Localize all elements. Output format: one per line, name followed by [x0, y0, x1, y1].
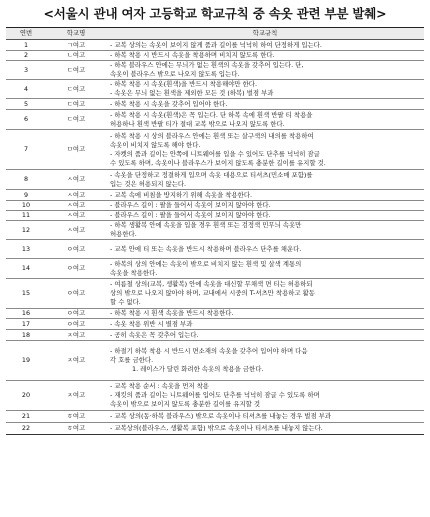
- rule-line: 각 호를 금한다.: [110, 356, 154, 364]
- header-school: 학교명: [46, 28, 106, 40]
- school-name: ㅅ여고: [46, 190, 106, 201]
- school-rule-text: [106, 319, 424, 330]
- school-rule-text: [106, 330, 424, 341]
- rule-line: - 공히 속옷은 꼭 갖추어 입는다.: [110, 330, 199, 339]
- rule-line: - 자켓의 품과 길이는 안쪽에 니트웨어를 입을 수 있어도 단추를 넉넉히 잠글: [110, 149, 320, 158]
- table-row: [6, 201, 424, 211]
- table-row: [6, 341, 424, 381]
- rule-line: 상의 밖으로 나오지 않아야 하며, 교내에서 시중의 T-셔츠만 착용하고 활동: [110, 289, 315, 297]
- school-name: ㅅ여고: [46, 201, 106, 211]
- school-rule-text: [106, 423, 424, 435]
- rule-line: 수 있도록 하며, 속옷이나 블라우스가 보이지 않도록 충분한 길이를 유지할 것.: [110, 158, 326, 167]
- school-rule-text: [106, 309, 424, 319]
- header-num: 연번: [6, 28, 46, 40]
- school-name: ㄴ여고: [46, 51, 106, 61]
- table-row: [6, 319, 424, 330]
- row-number: 11: [6, 211, 46, 221]
- rule-line: 속옷을 착용한다.: [110, 268, 158, 277]
- rule-line: - 하복 착용 시 속옷(흰색)을 반드시 착용해야만 한다.: [110, 80, 258, 88]
- school-name: ㄱ여고: [46, 40, 106, 51]
- row-number: 3: [6, 61, 46, 80]
- table-row: [6, 190, 424, 201]
- rule-line: - 하복 블라우스 안에는 무늬가 없는 흰색의 속옷을 갖추어 입는다. 단,: [110, 61, 304, 69]
- document-title: <서울시 관내 여자 고등학교 학교규칙 중 속옷 관련 부분 발췌>: [43, 6, 387, 21]
- school-name: ㅈ여고: [46, 381, 106, 411]
- school-name: ㅎ여고: [46, 411, 106, 423]
- school-name: ㅅ여고: [46, 211, 106, 221]
- row-number: 17: [6, 319, 46, 330]
- school-name: ㅇ여고: [46, 259, 106, 279]
- row-number: 15: [6, 279, 46, 309]
- rule-line: - 속옷은 무늬 없는 흰색을 제외한 모든 것 (하복) 벌점 부과: [110, 89, 274, 97]
- school-name: ㅇ여고: [46, 309, 106, 319]
- rule-line: - 교복상의(블라우스, 생활복 포함) 밖으로 속옷이나 티셔츠를 내놓지 않는다.: [110, 424, 323, 432]
- school-rule-text: [106, 99, 424, 110]
- school-name: ㅇ여고: [46, 319, 106, 330]
- school-name: ㅁ여고: [46, 130, 106, 170]
- school-name: ㅇ여고: [46, 240, 106, 259]
- rule-line: - 하복 생활복 안에 속옷을 입을 경우 흰색 또는 검정색 민무늬 속옷만: [110, 221, 302, 229]
- table-row: [6, 221, 424, 240]
- rule-line: 허용하나 흰색 반팔 티가 절대 교복 밖으로 나오지 않도록 한다.: [110, 119, 285, 128]
- row-number: 4: [6, 80, 46, 99]
- table-row: [6, 99, 424, 110]
- table-row: [6, 80, 424, 99]
- school-rule-text: [106, 201, 424, 211]
- row-number: 12: [6, 221, 46, 240]
- school-name: ㄷ여고: [46, 110, 106, 130]
- school-rule-text: [106, 130, 424, 170]
- row-number: 6: [6, 110, 46, 130]
- rule-line: - 하복 착용 시 속옷을 갖추어 입어야 한다.: [110, 99, 228, 108]
- rule-line: - 하복 착용 시 속옷(흰색)은 꼭 입는다. 단 하복 속에 흰색 반팔 티 착용을: [110, 110, 313, 119]
- school-rule-text: [106, 51, 424, 61]
- rule-line: - 하복의 상의 안에는 속옷이 밖으로 비치지 않는 흰색 및 살색 계통의: [110, 259, 302, 268]
- row-number: 13: [6, 240, 46, 259]
- row-number: 10: [6, 201, 46, 211]
- rule-line: - 교복 상의(동·하복 블라우스) 밖으로 속옷이나 티셔츠를 내놓는 경우 벌점 부과: [110, 412, 332, 420]
- table-row: [6, 423, 424, 435]
- school-name: ㄷ여고: [46, 80, 106, 99]
- rule-line: 속옷이 밖으로 보이지 않도록 충분한 길이를 유지할 것: [110, 400, 261, 408]
- school-name: ㅅ여고: [46, 170, 106, 190]
- row-number: 8: [6, 170, 46, 190]
- rule-line: - 블라우스 길이 : 팔을 들어서 속옷이 보이지 않아야 한다.: [110, 211, 271, 219]
- rule-line: - 교복 속에 비침을 방지하기 위해 속옷을 착용한다.: [110, 190, 253, 199]
- table-row: [6, 51, 424, 61]
- row-number: 19: [6, 341, 46, 381]
- school-rule-text: [106, 110, 424, 130]
- row-number: 1: [6, 40, 46, 51]
- row-number: 2: [6, 51, 46, 61]
- school-name: ㅈ여고: [46, 330, 106, 341]
- school-name: ㅈ여고: [46, 341, 106, 381]
- school-name: ㅅ여고: [46, 221, 106, 240]
- rule-line: 속옷이 비치지 않도록 해야 한다.: [110, 140, 201, 149]
- school-name: ㅎ여고: [46, 423, 106, 435]
- school-name: ㅇ여고: [46, 279, 106, 309]
- row-number: 21: [6, 411, 46, 423]
- rule-line: - 교복 상의는 속옷이 보이지 않게 품과 길이를 넉넉히 하여 단정하게 입는다.: [110, 40, 322, 49]
- row-number: 9: [6, 190, 46, 201]
- header-rules: 학교규칙: [106, 28, 424, 40]
- rule-line: 입는 것은 허용되지 않는다.: [110, 179, 187, 188]
- rule-line: - 하복 착용 시 흰색 속옷을 반드시 착용한다.: [110, 309, 234, 317]
- school-rule-text: [106, 411, 424, 423]
- rule-line: 속옷이 블라우스 밖으로 나오지 않도록 입는다.: [110, 70, 240, 78]
- rule-line: - 블라우스 길이 : 팔을 들어서 속옷이 보이지 않아야 한다.: [110, 201, 271, 209]
- school-rule-text: [106, 341, 424, 381]
- table-row: [6, 240, 424, 259]
- school-rule-text: [106, 61, 424, 80]
- row-number: 22: [6, 423, 46, 435]
- row-number: 5: [6, 99, 46, 110]
- table-row: [6, 170, 424, 190]
- rule-line: 허용한다.: [110, 230, 137, 238]
- row-number: 18: [6, 330, 46, 341]
- table-body: [6, 40, 424, 435]
- rule-line: - 교복 착용 순서 : 속옷을 먼저 착용: [110, 382, 209, 390]
- table-row: [6, 309, 424, 319]
- table-row: [6, 211, 424, 221]
- table-row: [6, 110, 424, 130]
- table-row: [6, 40, 424, 51]
- school-name: ㄷ여고: [46, 61, 106, 80]
- school-rule-text: [106, 211, 424, 221]
- row-number: 20: [6, 381, 46, 411]
- table-row: [6, 130, 424, 170]
- school-rules-table: [6, 27, 424, 435]
- rule-line: - 교복 안에 티 또는 속옷을 반드시 착용하며 블라우스 단추를 채운다.: [110, 244, 302, 253]
- table-row: [6, 259, 424, 279]
- table-row: [6, 279, 424, 309]
- rule-line: - 여름철 상의(교복, 생활복) 안에 속옷을 대신할 무채색 면 티는 허용하되: [110, 280, 313, 288]
- school-rule-text: [106, 40, 424, 51]
- rule-line: 할 수 없다.: [110, 298, 141, 306]
- school-rule-text: [106, 80, 424, 99]
- rule-line: - 하복 착용 시 상의 블라우스 안에는 흰색 또는 살구색의 내의를 착용하여: [110, 131, 314, 140]
- table-row: [6, 330, 424, 341]
- row-number: 7: [6, 130, 46, 170]
- school-rule-text: [106, 170, 424, 190]
- table-row: [6, 61, 424, 80]
- school-rule-text: [106, 259, 424, 279]
- school-rule-text: [106, 279, 424, 309]
- school-name: ㄷ여고: [46, 99, 106, 110]
- row-number: 16: [6, 309, 46, 319]
- rule-line: - 하절기 하복 착용 시 반드시 면소재의 속옷을 갖추어 입어야 하며 다음: [110, 347, 308, 355]
- table-row: [6, 381, 424, 411]
- rule-line: - 속옷 착용 위반 시 별점 부과: [110, 319, 193, 328]
- table-header-row: [6, 28, 424, 40]
- table-row: [6, 411, 424, 423]
- rule-line: 1. 레이스가 달린 화려한 속옷의 착용을 금한다.: [132, 365, 264, 373]
- rule-line: - 재킷의 품과 길이는 니트웨어를 입어도 단추를 넉넉히 잠글 수 있도록 하며: [110, 391, 320, 399]
- school-rule-text: [106, 381, 424, 411]
- school-rule-text: [106, 190, 424, 201]
- row-number: 14: [6, 259, 46, 279]
- school-rule-text: [106, 240, 424, 259]
- school-rule-text: [106, 221, 424, 240]
- rule-line: - 하복 착용 시 반드시 속옷을 착용하며 비치지 않도록 한다.: [110, 51, 275, 59]
- rule-line: - 속옷을 단정하고 정결하게 입으며 속옷 대용으로 티셔츠(민소매 포함)를: [110, 170, 313, 179]
